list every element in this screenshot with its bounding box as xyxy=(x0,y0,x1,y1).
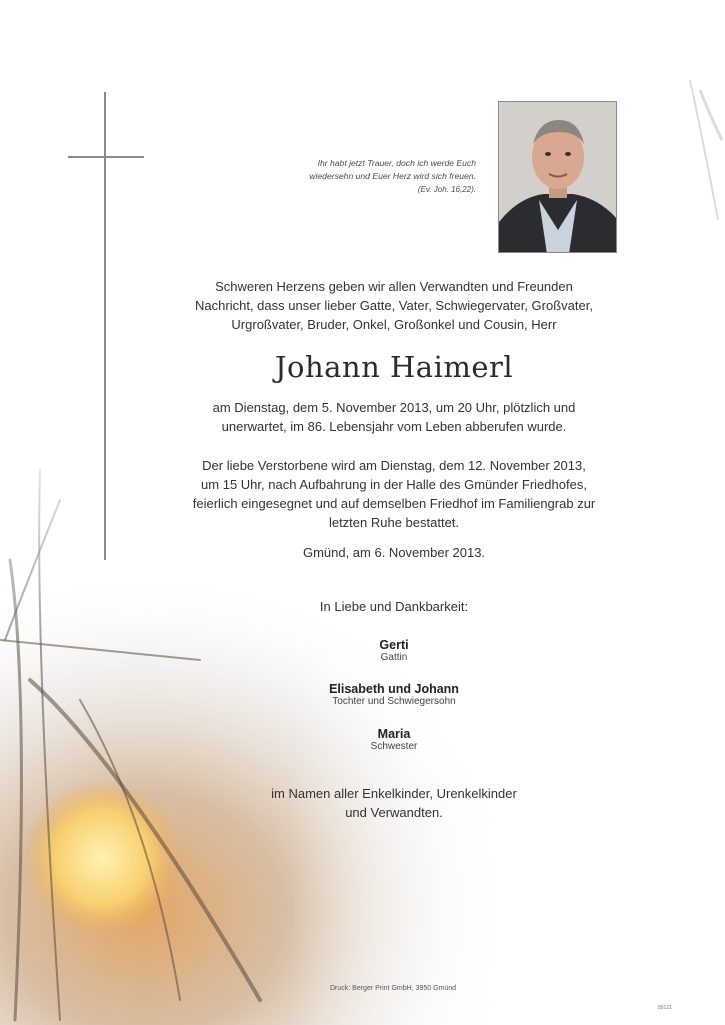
deceased-name: Johann Haimerl xyxy=(274,350,514,384)
intro-line: Nachricht, dass unser lieber Gatte, Vater, Schwiegervater, Großvater, xyxy=(195,298,593,313)
mourner-entry xyxy=(160,682,628,707)
mourner-name: Gerti xyxy=(379,638,409,652)
quote-reference: (Ev. Joh. 16,22). xyxy=(417,185,476,194)
intro-line: Schweren Herzens geben wir allen Verwandten und Freunden xyxy=(215,279,573,294)
announcement-intro xyxy=(160,277,628,334)
quote-line: Ihr habt jetzt Trauer, doch ich werde Euch xyxy=(317,158,476,168)
intro-line: Urgroßvater, Bruder, Onkel, Großonkel und Cousin, Herr xyxy=(231,317,557,332)
death-notice-line: am Dienstag, dem 5. November 2013, um 20 Uhr, plötzlich und xyxy=(212,400,576,415)
cross-horizontal-bar xyxy=(68,156,144,158)
printer-credit: Druck: Berger Print GmbH, 3950 Gmünd xyxy=(330,985,457,992)
funeral-line: feierlich eingesegnet und auf demselben Friedhof im Familiengrab zur xyxy=(192,496,596,511)
mourner-relation: Schwester xyxy=(370,741,418,752)
funeral-line: Der liebe Verstorbene wird am Dienstag, dem 12. November 2013, xyxy=(202,458,586,473)
product-code: 89121 xyxy=(658,1005,672,1011)
bible-quote xyxy=(240,157,476,196)
funeral-details xyxy=(160,456,628,532)
mourner-entry xyxy=(160,727,628,752)
portrait-image xyxy=(499,102,617,253)
mourner-name: Maria xyxy=(377,727,411,741)
cross-vertical-bar xyxy=(104,92,106,560)
funeral-line: um 15 Uhr, nach Aufbahrung in der Halle des Gmünder Friedhofes, xyxy=(201,477,587,492)
quote-line: wiedersehn und Euer Herz wird sich freuen. xyxy=(309,171,476,181)
mourner-relation: Tochter und Schwiegersohn xyxy=(332,696,456,707)
closing-line: und Verwandten. xyxy=(345,805,443,820)
funeral-line: letzten Ruhe bestattet. xyxy=(328,515,460,530)
death-notice-line: unerwartet, im 86. Lebensjahr vom Leben abberufen wurde. xyxy=(221,419,567,434)
deceased-portrait xyxy=(498,101,617,253)
mourner-name: Elisabeth und Johann xyxy=(329,682,459,696)
death-notice xyxy=(160,398,628,436)
closing-text xyxy=(160,784,628,822)
mourner-entry xyxy=(160,638,628,663)
place-date: Gmünd, am 6. November 2013. xyxy=(302,545,486,560)
gratitude-heading: In Liebe und Dankbarkeit: xyxy=(319,599,469,614)
mourner-relation: Gattin xyxy=(380,652,408,663)
closing-line: im Namen aller Enkelkinder, Urenkelkinder xyxy=(271,786,517,801)
